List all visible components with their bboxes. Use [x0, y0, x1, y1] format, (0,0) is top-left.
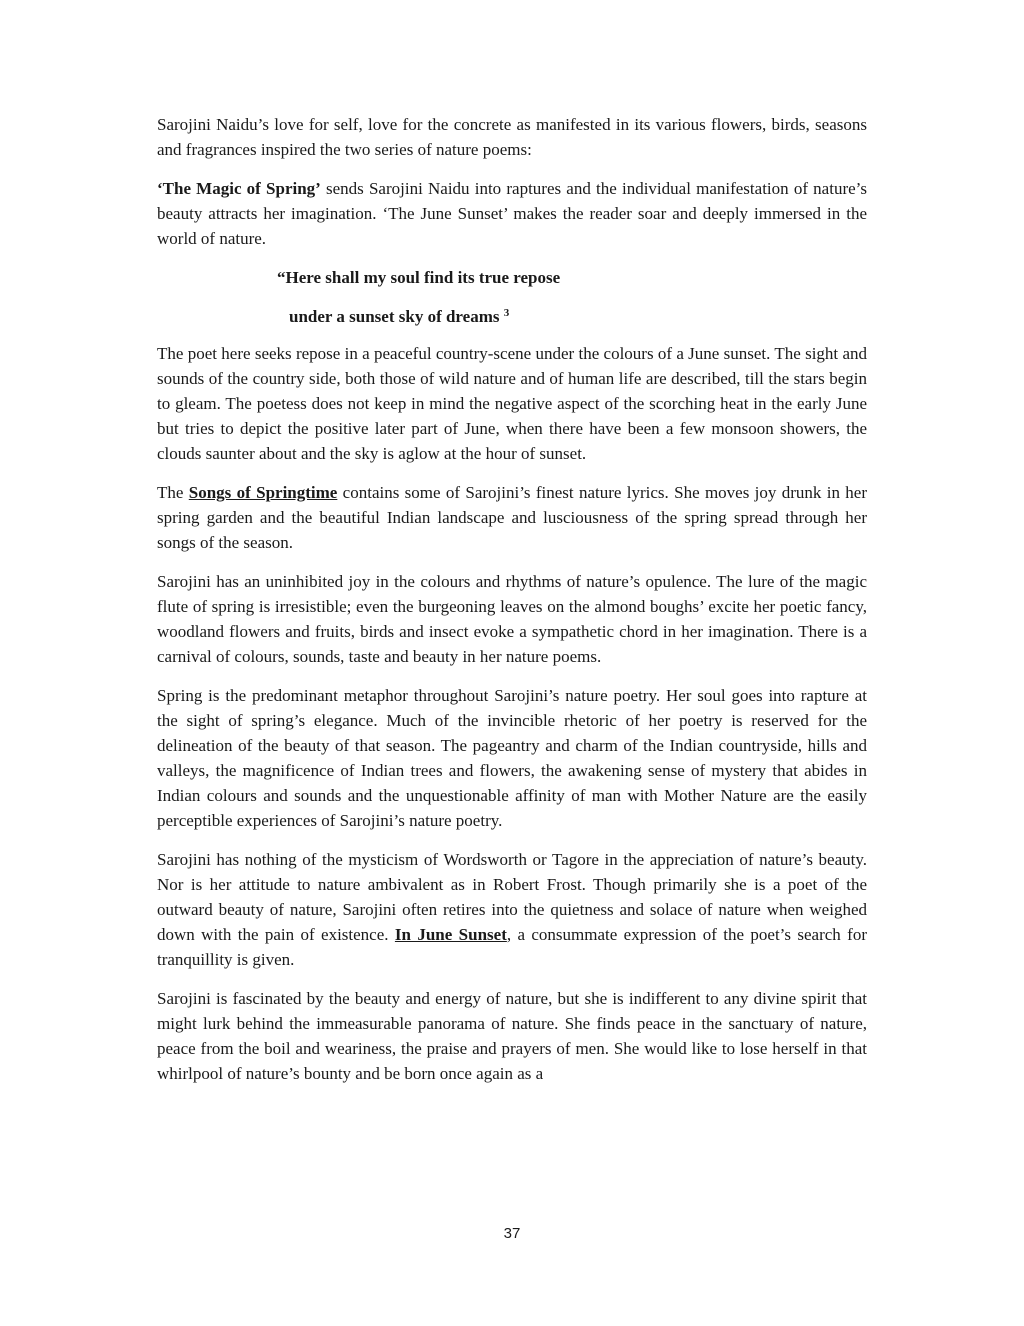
paragraph-spring-metaphor-text: Spring is the predominant metaphor throughout Sarojini’s nature poetry. Her soul goes into rapture at the sight of spring’s elegance. Much of the invincible rhetoric of her poetry is reserved for the delineation of the beauty of that season. The pageantry and charm of the Indian countryside, hills and valleys, the magnificence of Indian trees and flowers, the awakening sense of mystery that abides in Indian colours and sounds and the unquestionable affinity of man with Mother Nature are the easily perceptible experiences of Sarojini’s nature poetry. — [157, 686, 867, 830]
quote-line-2 — [157, 304, 867, 329]
paragraph-mysticism — [157, 847, 867, 972]
poem-title-in-june-sunset: In June Sunset — [394, 925, 507, 944]
paragraph-intro-text: Sarojini Naidu’s love for self, love for the concrete as manifested in its various flowers, birds, seasons and fragrances inspired the two series of nature poems: — [157, 115, 867, 159]
paragraph-mysticism-text: Sarojini has nothing of the mysticism of Wordsworth or Tagore in the appreciation of nature’s beauty. Nor is her attitude to nature ambivalent as in Robert Frost. Though primarily she is a poet of the outward beauty of nature, Sarojini often retires into the quietness and solace of nature when weighed down with the pain of existence. — [157, 850, 867, 944]
poem-title-magic-of-spring: ‘The Magic of Spring’ — [157, 179, 321, 198]
paragraph-fascinated — [157, 986, 867, 1086]
footnote-marker: 3 — [503, 307, 510, 319]
document-page — [157, 112, 867, 1100]
paragraph-uninhibited-joy-text: Sarojini has an uninhibited joy in the colours and rhythms of nature’s opulence. The lure of the magic flute of spring is irresistible; even the burgeoning leaves on the almond boughs’ excite her poetic fancy, woodland flowers and fruits, birds and insect evoke a sympathetic chord in her imagination. There is a carnival of colours, sounds, taste and beauty in her nature poems. — [157, 572, 867, 666]
paragraph-songs-of-springtime — [157, 480, 867, 555]
paragraph-songs-prefix: The — [157, 483, 189, 502]
paragraph-magic-of-spring — [157, 176, 867, 251]
paragraph-june-sunset-description — [157, 341, 867, 466]
paragraph-fascinated-text: Sarojini is fascinated by the beauty and energy of nature, but she is indifferent to any divine spirit that might lurk behind the immeasurable panorama of nature. She finds peace in the sanctuary of nature, peace from the boil and weariness, the praise and prayers of men. She would like to lose herself in that whirlpool of nature’s bounty and be born once again as a — [157, 989, 867, 1083]
quote-line-2-text: under a sunset sky of dreams — [289, 307, 500, 326]
page-number: 37 — [503, 1225, 521, 1242]
paragraph-spring-metaphor — [157, 683, 867, 833]
quote-line-1 — [157, 265, 867, 290]
poem-title-songs-of-springtime: Songs of Springtime — [188, 483, 338, 502]
paragraph-uninhibited-joy — [157, 569, 867, 669]
paragraph-mysticism-text-end: , a consummate expression of the poet’s search for tranquillity is given. — [157, 925, 867, 969]
quote-line-1-text: “Here shall my soul find its true repose — [277, 268, 561, 287]
paragraph-june-sunset-description-text: The poet here seeks repose in a peaceful country-scene under the colours of a June sunset. The sight and sounds of the country side, both those of wild nature and of human life are described, till the stars begin to gleam. The poetess does not keep in mind the negative aspect of the scorching heat in the early June but tries to depict the positive later part of June, when there have been a few monsoon showers, the clouds saunter about and the sky is aglow at the hour of sunset. — [157, 344, 867, 463]
paragraph-intro — [157, 112, 867, 162]
paragraph-songs-text: contains some of Sarojini’s finest nature lyrics. She moves joy drunk in her spring garden and the beautiful Indian landscape and lusciousness of the spring spread through her songs of the season. — [157, 483, 867, 552]
paragraph-magic-of-spring-text: sends Sarojini Naidu into raptures and the individual manifestation of nature’s beauty attracts her imagination. ‘The June Sunset’ makes the reader soar and deeply immersed in the world of nature. — [157, 179, 867, 248]
